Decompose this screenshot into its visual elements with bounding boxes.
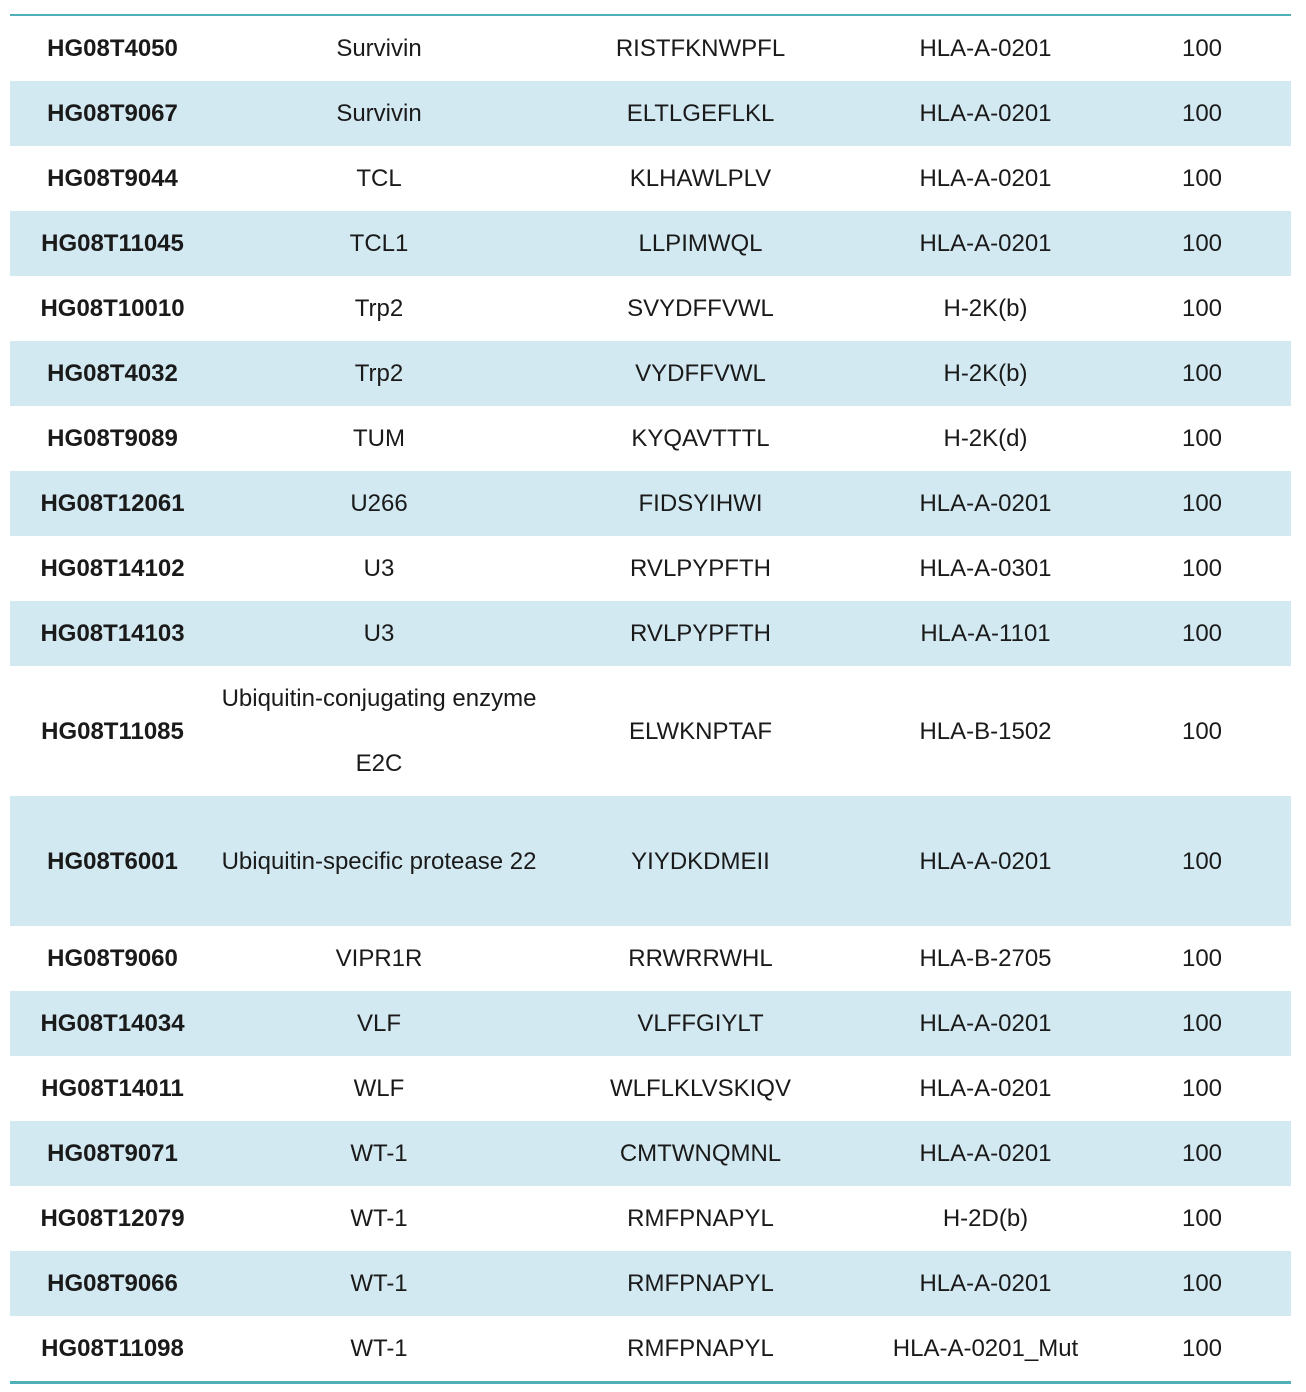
cell-antigen: WLF bbox=[353, 1075, 405, 1102]
cell-allele: HLA-A-0201 bbox=[858, 471, 1113, 536]
cell-sequence: RVLPYPFTH bbox=[630, 555, 771, 582]
cell-antigen: TCL1 bbox=[215, 211, 543, 276]
cell-antigen: WT-1 bbox=[215, 1121, 543, 1186]
cell-sequence: KYQAVTTTL bbox=[631, 425, 770, 452]
cell-id: HG08T14034 bbox=[10, 991, 215, 1056]
cell-antigen: WT-1 bbox=[350, 1335, 408, 1362]
cell-sequence: ELTLGEFLKL bbox=[543, 81, 858, 146]
table-row bbox=[10, 276, 1291, 341]
table-row bbox=[10, 1316, 1291, 1381]
table-row bbox=[10, 926, 1291, 991]
cell-score: 100 bbox=[1113, 1251, 1291, 1316]
cell-id: HG08T9060 bbox=[47, 945, 178, 972]
table-row bbox=[10, 1186, 1291, 1251]
cell-score: 100 bbox=[1181, 717, 1223, 745]
table-body bbox=[10, 16, 1291, 1381]
cell-allele: H-2K(d) bbox=[943, 425, 1028, 452]
cell-sequence: ELWKNPTAF bbox=[628, 717, 773, 745]
cell-score: 100 bbox=[1113, 1121, 1291, 1186]
cell-allele: HLA-A-0201 bbox=[858, 211, 1113, 276]
cell-sequence: VLFFGIYLT bbox=[543, 991, 858, 1056]
cell-antigen: WT-1 bbox=[350, 1205, 408, 1232]
cell-id: HG08T12061 bbox=[10, 471, 215, 536]
cell-id: HG08T11098 bbox=[41, 1335, 184, 1362]
table-row bbox=[10, 406, 1291, 471]
cell-antigen: TCL bbox=[356, 165, 402, 192]
cell-id: HG08T9089 bbox=[47, 425, 178, 452]
cell-score: 100 bbox=[1181, 425, 1223, 452]
cell-sequence: YIYDKDMEII bbox=[543, 796, 858, 926]
table-row bbox=[10, 81, 1291, 146]
cell-id: HG08T9066 bbox=[10, 1251, 215, 1316]
cell-sequence: WLFLKLVSKIQV bbox=[610, 1075, 791, 1102]
table-row bbox=[10, 1056, 1291, 1121]
cell-score: 100 bbox=[1181, 1075, 1223, 1102]
cell-allele: HLA-A-0201 bbox=[919, 35, 1052, 62]
table-row bbox=[10, 211, 1291, 276]
cell-score: 100 bbox=[1181, 1335, 1223, 1362]
cell-sequence: SVYDFFVWL bbox=[627, 295, 774, 322]
cell-allele: HLA-A-0201 bbox=[919, 165, 1052, 192]
cell-antigen: U3 bbox=[215, 601, 543, 666]
cell-allele: H-2K(b) bbox=[858, 341, 1113, 406]
cell-antigen: U266 bbox=[215, 471, 543, 536]
cell-allele: HLA-A-0301 bbox=[919, 555, 1052, 582]
cell-antigen: WT-1 bbox=[215, 1251, 543, 1316]
table-row bbox=[10, 341, 1291, 406]
cell-id: HG08T11045 bbox=[10, 211, 215, 276]
cell-sequence: RMFPNAPYL bbox=[543, 1251, 858, 1316]
cell-score: 100 bbox=[1113, 341, 1291, 406]
cell-allele: H-2K(b) bbox=[943, 295, 1028, 322]
cell-allele: HLA-B-2705 bbox=[919, 945, 1052, 972]
cell-allele: HLA-B-1502 bbox=[919, 717, 1052, 745]
cell-id: HG08T11085 bbox=[41, 717, 184, 745]
table-row bbox=[10, 991, 1291, 1056]
cell-sequence: FIDSYIHWI bbox=[543, 471, 858, 536]
cell-sequence: VYDFFVWL bbox=[543, 341, 858, 406]
cell-antigen: VLF bbox=[215, 991, 543, 1056]
cell-score: 100 bbox=[1113, 601, 1291, 666]
cell-sequence: RRWRRWHL bbox=[628, 945, 773, 972]
cell-antigen: Trp2 bbox=[215, 341, 543, 406]
cell-score: 100 bbox=[1181, 165, 1223, 192]
cell-antigen: Trp2 bbox=[354, 295, 404, 322]
cell-allele: HLA-A-0201 bbox=[919, 1075, 1052, 1102]
cell-id: HG08T6001 bbox=[10, 796, 215, 926]
cell-score: 100 bbox=[1113, 81, 1291, 146]
cell-antigen: Ubiquitin-specific protease 22 bbox=[215, 796, 543, 926]
cell-score: 100 bbox=[1181, 1205, 1223, 1232]
cell-id: HG08T9071 bbox=[10, 1121, 215, 1186]
cell-antigen: VIPR1R bbox=[335, 945, 423, 972]
cell-sequence: RISTFKNWPFL bbox=[615, 35, 786, 62]
cell-antigen: Survivin bbox=[336, 35, 422, 62]
cell-allele: HLA-A-0201_Mut bbox=[892, 1335, 1079, 1362]
cell-id: HG08T4050 bbox=[47, 35, 178, 62]
cell-allele: HLA-A-1101 bbox=[858, 601, 1113, 666]
table-row bbox=[10, 16, 1291, 81]
cell-id: HG08T4032 bbox=[10, 341, 215, 406]
cell-id: HG08T14103 bbox=[10, 601, 215, 666]
cell-sequence: RMFPNAPYL bbox=[627, 1335, 774, 1362]
table-row bbox=[10, 666, 1291, 796]
cell-sequence: CMTWNQMNL bbox=[543, 1121, 858, 1186]
cell-score: 100 bbox=[1181, 945, 1223, 972]
cell-antigen: Ubiquitin-conjugating enzyme E2C bbox=[221, 685, 537, 777]
table-row bbox=[10, 471, 1291, 536]
cell-sequence: KLHAWLPLV bbox=[629, 165, 772, 192]
cell-score: 100 bbox=[1181, 295, 1223, 322]
table-row bbox=[10, 1251, 1291, 1316]
cell-antigen: Survivin bbox=[215, 81, 543, 146]
cell-score: 100 bbox=[1113, 991, 1291, 1056]
cell-score: 100 bbox=[1181, 555, 1223, 582]
cell-score: 100 bbox=[1113, 211, 1291, 276]
cell-id: HG08T14102 bbox=[40, 555, 185, 582]
cell-id: HG08T14011 bbox=[41, 1075, 184, 1102]
cell-allele: HLA-A-0201 bbox=[858, 991, 1113, 1056]
cell-id: HG08T10010 bbox=[40, 295, 185, 322]
cell-score: 100 bbox=[1181, 35, 1223, 62]
cell-sequence: RVLPYPFTH bbox=[543, 601, 858, 666]
cell-sequence: RMFPNAPYL bbox=[627, 1205, 774, 1232]
table-row bbox=[10, 601, 1291, 666]
cell-sequence: LLPIMWQL bbox=[543, 211, 858, 276]
cell-allele: HLA-A-0201 bbox=[858, 1121, 1113, 1186]
cell-allele: H-2D(b) bbox=[942, 1205, 1029, 1232]
epitope-table bbox=[10, 16, 1291, 1381]
table-row bbox=[10, 796, 1291, 926]
cell-score: 100 bbox=[1113, 796, 1291, 926]
cell-allele: HLA-A-0201 bbox=[858, 796, 1113, 926]
table-row bbox=[10, 146, 1291, 211]
cell-allele: HLA-A-0201 bbox=[858, 81, 1113, 146]
cell-allele: HLA-A-0201 bbox=[858, 1251, 1113, 1316]
table-row bbox=[10, 1121, 1291, 1186]
cell-id: HG08T12079 bbox=[40, 1205, 185, 1232]
cell-antigen: U3 bbox=[363, 555, 395, 582]
cell-id: HG08T9067 bbox=[10, 81, 215, 146]
table-row bbox=[10, 536, 1291, 601]
cell-score: 100 bbox=[1113, 471, 1291, 536]
epitope-table-container bbox=[10, 14, 1291, 1384]
cell-id: HG08T9044 bbox=[47, 165, 178, 192]
cell-antigen: TUM bbox=[353, 425, 405, 452]
